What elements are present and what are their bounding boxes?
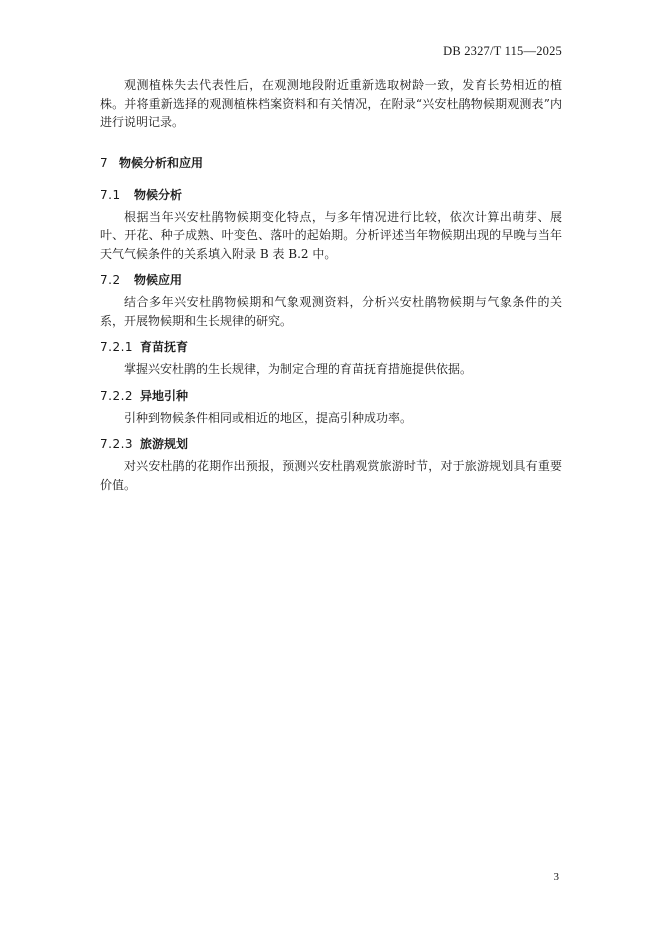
section-7-1-heading xyxy=(100,186,562,204)
section-number: 7.2.1 xyxy=(100,340,134,354)
page-content xyxy=(100,70,562,494)
section-7-heading xyxy=(100,154,562,172)
section-number: 7.2.3 xyxy=(100,437,134,451)
section-7-2-heading xyxy=(100,271,562,289)
section-7-2-1-heading xyxy=(100,338,562,356)
section-7-1-paragraph: 根据当年兴安杜鹃物候期变化特点，与多年情况进行比较，依次计算出萌芽、展叶、开花、种子成熟、叶变色、落叶的起始期。分析评述当年物候期出现的早晚与当年天气气候条件的关系填入附录 B 表 B.2 中。 xyxy=(100,209,562,261)
section-7-2-3-heading xyxy=(100,435,562,453)
section-title: 物候应用 xyxy=(134,273,183,287)
section-title: 物候分析 xyxy=(134,187,183,202)
section-7-2-2-paragraph: 引种到物候条件相同或相近的地区，提高引种成功率。 xyxy=(124,410,413,425)
intro-paragraph: 观测植株失去代表性后，在观测地段附近重新选取树龄一致，发育长势相近的植株。并将重新选择的观测植株档案资料和有关情况，在附录“兴安杜鹃物候期观测表”内进行说明记录。 xyxy=(100,78,562,129)
section-7-2-2-heading xyxy=(100,387,562,405)
section-7-2-1-paragraph: 掌握兴安杜鹃的生长规律，为制定合理的育苗抚育措施提供依据。 xyxy=(124,362,473,376)
section-number: 7.2.2 xyxy=(100,388,134,403)
page-number: 3 xyxy=(553,871,559,883)
section-title: 异地引种 xyxy=(140,388,189,403)
section-title: 物候分析和应用 xyxy=(119,155,204,170)
section-title: 旅游规划 xyxy=(140,437,189,451)
section-7-2-paragraph: 结合多年兴安杜鹃物候期和气象观测资料，分析兴安杜鹃物候期与气象条件的关系，开展物候期和生长规律的研究。 xyxy=(100,295,562,328)
document-code-header: DB 2327/T 115—2025 xyxy=(443,44,562,58)
section-number: 7 xyxy=(100,155,109,170)
section-number: 7.2 xyxy=(100,273,121,287)
section-number: 7.1 xyxy=(100,187,121,202)
section-7-2-3-paragraph: 对兴安杜鹃的花期作出预报，预测兴安杜鹃观赏旅游时节，对于旅游规划具有重要价值。 xyxy=(100,459,562,492)
section-title: 育苗抚育 xyxy=(140,340,189,354)
